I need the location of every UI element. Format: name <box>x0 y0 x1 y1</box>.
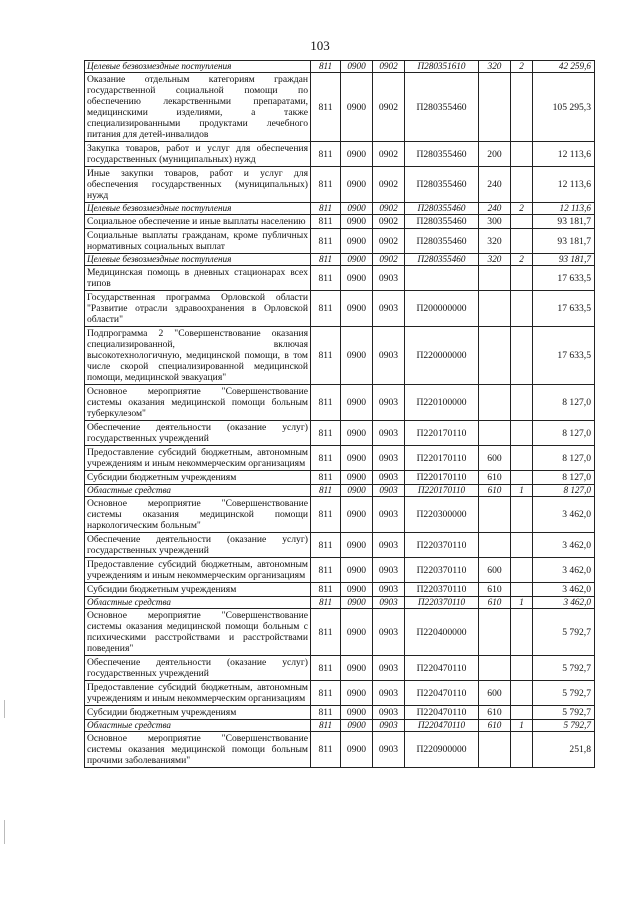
cell-name: Закупка товаров, работ и услуг для обеспечения государственных (муниципальных) нужд <box>85 142 311 167</box>
cell-ved: 811 <box>311 327 341 385</box>
cell-vr <box>479 732 511 768</box>
table-row <box>85 291 595 327</box>
table-row <box>85 215 595 229</box>
cell-source <box>511 706 533 720</box>
cell-vr <box>479 533 511 558</box>
table-row <box>85 656 595 681</box>
table-row <box>85 385 595 421</box>
cell-pr: 0903 <box>373 471 405 485</box>
table-row <box>85 497 595 533</box>
table-row <box>85 229 595 254</box>
cell-csr: П280355460 <box>405 73 479 142</box>
cell-rz: 0900 <box>341 203 373 215</box>
cell-ved: 811 <box>311 732 341 768</box>
table-row <box>85 681 595 706</box>
cell-ved: 811 <box>311 485 341 497</box>
cell-ved: 811 <box>311 471 341 485</box>
cell-source <box>511 656 533 681</box>
cell-rz: 0900 <box>341 597 373 609</box>
cell-rz: 0900 <box>341 254 373 266</box>
cell-csr: П220400000 <box>405 609 479 656</box>
cell-csr: П220470110 <box>405 681 479 706</box>
cell-name: Целевые безвозмездные поступления <box>85 203 311 215</box>
cell-name: Иные закупки товаров, работ и услуг для обеспечения государственных (муниципальных) нужд <box>85 167 311 203</box>
cell-name: Обеспечение деятельности (оказание услуг) государственных учреждений <box>85 533 311 558</box>
cell-vr: 610 <box>479 706 511 720</box>
cell-vr: 600 <box>479 681 511 706</box>
cell-sum: 3 462,0 <box>533 558 595 583</box>
cell-ved: 811 <box>311 229 341 254</box>
cell-ved: 811 <box>311 609 341 656</box>
cell-csr <box>405 266 479 291</box>
cell-rz: 0900 <box>341 706 373 720</box>
table-row <box>85 327 595 385</box>
cell-sum: 5 792,7 <box>533 609 595 656</box>
cell-rz: 0900 <box>341 558 373 583</box>
cell-source: 1 <box>511 597 533 609</box>
cell-sum: 12 113,6 <box>533 142 595 167</box>
cell-ved: 811 <box>311 706 341 720</box>
cell-vr: 610 <box>479 720 511 732</box>
scan-edge-mark <box>4 700 5 718</box>
cell-pr: 0902 <box>373 73 405 142</box>
cell-vr <box>479 497 511 533</box>
cell-vr: 240 <box>479 203 511 215</box>
cell-vr: 300 <box>479 215 511 229</box>
cell-rz: 0900 <box>341 446 373 471</box>
cell-csr: П280355460 <box>405 215 479 229</box>
cell-name: Медицинская помощь в дневных стационарах всех типов <box>85 266 311 291</box>
cell-source <box>511 583 533 597</box>
cell-csr: П220170110 <box>405 421 479 446</box>
cell-pr: 0903 <box>373 597 405 609</box>
cell-name: Социальное обеспечение и иные выплаты населению <box>85 215 311 229</box>
cell-ved: 811 <box>311 597 341 609</box>
cell-pr: 0903 <box>373 706 405 720</box>
cell-ved: 811 <box>311 558 341 583</box>
cell-source: 2 <box>511 254 533 266</box>
cell-ved: 811 <box>311 142 341 167</box>
cell-csr: П220370110 <box>405 558 479 583</box>
cell-sum: 105 295,3 <box>533 73 595 142</box>
cell-source <box>511 681 533 706</box>
cell-sum: 93 181,7 <box>533 215 595 229</box>
cell-ved: 811 <box>311 421 341 446</box>
cell-csr: П220470110 <box>405 720 479 732</box>
cell-name: Субсидии бюджетным учреждениям <box>85 471 311 485</box>
cell-csr: П220370110 <box>405 533 479 558</box>
table-row <box>85 558 595 583</box>
cell-rz: 0900 <box>341 609 373 656</box>
cell-rz: 0900 <box>341 471 373 485</box>
cell-vr: 240 <box>479 167 511 203</box>
cell-pr: 0902 <box>373 215 405 229</box>
cell-pr: 0903 <box>373 656 405 681</box>
cell-sum: 3 462,0 <box>533 497 595 533</box>
table-row <box>85 61 595 73</box>
cell-pr: 0903 <box>373 583 405 597</box>
cell-vr: 200 <box>479 142 511 167</box>
budget-table <box>84 60 595 768</box>
cell-sum: 12 113,6 <box>533 167 595 203</box>
cell-vr: 610 <box>479 597 511 609</box>
table-row <box>85 73 595 142</box>
cell-source <box>511 558 533 583</box>
cell-name: Подпрограмма 2 "Совершенствование оказания специализированной, включая высокотехнологичную, медицинской помощи, в том числе скорой специализированной медицинской помощи, медицинской эвакуация" <box>85 327 311 385</box>
table-row <box>85 167 595 203</box>
cell-ved: 811 <box>311 446 341 471</box>
cell-pr: 0902 <box>373 142 405 167</box>
cell-sum: 3 462,0 <box>533 533 595 558</box>
table-row <box>85 266 595 291</box>
table-row <box>85 720 595 732</box>
cell-vr: 320 <box>479 229 511 254</box>
table-row <box>85 142 595 167</box>
cell-sum: 5 792,7 <box>533 720 595 732</box>
cell-source <box>511 497 533 533</box>
cell-sum: 5 792,7 <box>533 706 595 720</box>
cell-csr: П220170110 <box>405 446 479 471</box>
cell-rz: 0900 <box>341 421 373 446</box>
table-row <box>85 533 595 558</box>
cell-csr: П200000000 <box>405 291 479 327</box>
cell-ved: 811 <box>311 497 341 533</box>
cell-pr: 0903 <box>373 558 405 583</box>
cell-pr: 0903 <box>373 266 405 291</box>
cell-name: Целевые безвозмездные поступления <box>85 254 311 266</box>
cell-ved: 811 <box>311 681 341 706</box>
cell-vr <box>479 73 511 142</box>
cell-pr: 0902 <box>373 254 405 266</box>
table-row <box>85 583 595 597</box>
cell-source <box>511 291 533 327</box>
cell-source: 2 <box>511 203 533 215</box>
cell-source <box>511 215 533 229</box>
cell-ved: 811 <box>311 61 341 73</box>
table-row <box>85 421 595 446</box>
cell-ved: 811 <box>311 291 341 327</box>
cell-pr: 0903 <box>373 720 405 732</box>
cell-pr: 0903 <box>373 485 405 497</box>
cell-pr: 0903 <box>373 497 405 533</box>
cell-pr: 0902 <box>373 229 405 254</box>
cell-source <box>511 266 533 291</box>
cell-rz: 0900 <box>341 533 373 558</box>
cell-ved: 811 <box>311 720 341 732</box>
cell-csr: П280355460 <box>405 254 479 266</box>
cell-csr: П220370110 <box>405 597 479 609</box>
cell-vr <box>479 656 511 681</box>
table-body <box>85 61 595 768</box>
cell-rz: 0900 <box>341 485 373 497</box>
cell-sum: 8 127,0 <box>533 471 595 485</box>
cell-ved: 811 <box>311 385 341 421</box>
cell-rz: 0900 <box>341 497 373 533</box>
cell-pr: 0903 <box>373 385 405 421</box>
cell-ved: 811 <box>311 215 341 229</box>
cell-source: 1 <box>511 485 533 497</box>
cell-sum: 3 462,0 <box>533 597 595 609</box>
cell-name: Основное мероприятие "Совершенствование системы оказания медицинской помощи больным туберкулезом" <box>85 385 311 421</box>
cell-rz: 0900 <box>341 167 373 203</box>
cell-name: Предоставление субсидий бюджетным, автономным учреждениям и иным некоммерческим организациям <box>85 681 311 706</box>
table-row <box>85 609 595 656</box>
cell-ved: 811 <box>311 266 341 291</box>
cell-name: Основное мероприятие "Совершенствование системы оказания медицинской помощи больным с психическими расстройствами и расстройствами поведения" <box>85 609 311 656</box>
cell-vr: 610 <box>479 583 511 597</box>
cell-sum: 17 633,5 <box>533 327 595 385</box>
cell-rz: 0900 <box>341 583 373 597</box>
cell-sum: 93 181,7 <box>533 254 595 266</box>
cell-rz: 0900 <box>341 61 373 73</box>
cell-vr <box>479 421 511 446</box>
cell-pr: 0903 <box>373 446 405 471</box>
cell-name: Областные средства <box>85 485 311 497</box>
cell-ved: 811 <box>311 583 341 597</box>
cell-name: Субсидии бюджетным учреждениям <box>85 583 311 597</box>
cell-name: Обеспечение деятельности (оказание услуг) государственных учреждений <box>85 421 311 446</box>
table-row <box>85 597 595 609</box>
cell-rz: 0900 <box>341 720 373 732</box>
table-row <box>85 254 595 266</box>
cell-name: Субсидии бюджетным учреждениям <box>85 706 311 720</box>
cell-sum: 93 181,7 <box>533 229 595 254</box>
cell-source <box>511 142 533 167</box>
cell-vr: 320 <box>479 61 511 73</box>
cell-source <box>511 533 533 558</box>
cell-sum: 251,8 <box>533 732 595 768</box>
cell-source <box>511 167 533 203</box>
cell-ved: 811 <box>311 656 341 681</box>
cell-sum: 5 792,7 <box>533 681 595 706</box>
cell-vr <box>479 266 511 291</box>
cell-source: 1 <box>511 720 533 732</box>
cell-csr: П220370110 <box>405 583 479 597</box>
cell-name: Областные средства <box>85 720 311 732</box>
cell-pr: 0903 <box>373 327 405 385</box>
table-row <box>85 446 595 471</box>
cell-sum: 17 633,5 <box>533 291 595 327</box>
cell-csr: П280351610 <box>405 61 479 73</box>
cell-source <box>511 421 533 446</box>
cell-csr: П220100000 <box>405 385 479 421</box>
cell-ved: 811 <box>311 533 341 558</box>
cell-pr: 0902 <box>373 61 405 73</box>
cell-sum: 8 127,0 <box>533 446 595 471</box>
cell-rz: 0900 <box>341 385 373 421</box>
cell-rz: 0900 <box>341 229 373 254</box>
cell-csr: П280355460 <box>405 167 479 203</box>
cell-source <box>511 229 533 254</box>
cell-name: Предоставление субсидий бюджетным, автономным учреждениям и иным некоммерческим организациям <box>85 558 311 583</box>
cell-name: Обеспечение деятельности (оказание услуг) государственных учреждений <box>85 656 311 681</box>
cell-ved: 811 <box>311 203 341 215</box>
table-row <box>85 203 595 215</box>
cell-sum: 17 633,5 <box>533 266 595 291</box>
cell-name: Целевые безвозмездные поступления <box>85 61 311 73</box>
cell-name: Предоставление субсидий бюджетным, автономным учреждениям и иным некоммерческим организациям <box>85 446 311 471</box>
cell-name: Основное мероприятие "Совершенствование системы оказания медицинской помощи больным прочими заболеваниями" <box>85 732 311 768</box>
cell-vr: 320 <box>479 254 511 266</box>
cell-ved: 811 <box>311 167 341 203</box>
cell-vr <box>479 327 511 385</box>
cell-vr <box>479 385 511 421</box>
cell-rz: 0900 <box>341 656 373 681</box>
cell-source <box>511 73 533 142</box>
cell-csr: П220300000 <box>405 497 479 533</box>
cell-pr: 0903 <box>373 291 405 327</box>
cell-pr: 0903 <box>373 681 405 706</box>
cell-rz: 0900 <box>341 327 373 385</box>
cell-sum: 5 792,7 <box>533 656 595 681</box>
cell-csr: П280355460 <box>405 229 479 254</box>
cell-pr: 0903 <box>373 421 405 446</box>
cell-csr: П220170110 <box>405 485 479 497</box>
cell-rz: 0900 <box>341 681 373 706</box>
cell-name: Государственная программа Орловской области "Развитие отрасли здравоохранения в Орловской области" <box>85 291 311 327</box>
table-row <box>85 706 595 720</box>
cell-vr <box>479 291 511 327</box>
cell-pr: 0903 <box>373 609 405 656</box>
cell-ved: 811 <box>311 254 341 266</box>
cell-source <box>511 609 533 656</box>
cell-name: Оказание отдельным категориям граждан государственной социальной помощи по обеспечению лекарственными препаратами, медицинскими изделиями, а также специализированными продуктами лечебного питания для детей-инвалидов <box>85 73 311 142</box>
cell-source <box>511 446 533 471</box>
cell-sum: 8 127,0 <box>533 421 595 446</box>
cell-csr: П220470110 <box>405 706 479 720</box>
cell-pr: 0903 <box>373 533 405 558</box>
cell-csr: П220900000 <box>405 732 479 768</box>
cell-name: Областные средства <box>85 597 311 609</box>
cell-sum: 12 113,6 <box>533 203 595 215</box>
page-number: 103 <box>310 38 330 53</box>
cell-csr: П220470110 <box>405 656 479 681</box>
cell-pr: 0903 <box>373 732 405 768</box>
cell-csr: П220000000 <box>405 327 479 385</box>
cell-ved: 811 <box>311 73 341 142</box>
cell-name: Социальные выплаты гражданам, кроме публичных нормативных социальных выплат <box>85 229 311 254</box>
cell-rz: 0900 <box>341 732 373 768</box>
cell-source: 2 <box>511 61 533 73</box>
cell-pr: 0902 <box>373 167 405 203</box>
cell-vr <box>479 609 511 656</box>
cell-source <box>511 385 533 421</box>
table-row <box>85 732 595 768</box>
cell-rz: 0900 <box>341 73 373 142</box>
cell-rz: 0900 <box>341 266 373 291</box>
cell-csr: П220170110 <box>405 471 479 485</box>
cell-vr: 610 <box>479 471 511 485</box>
cell-source <box>511 471 533 485</box>
cell-source <box>511 327 533 385</box>
cell-vr: 600 <box>479 558 511 583</box>
cell-sum: 42 259,6 <box>533 61 595 73</box>
cell-name: Основное мероприятие "Совершенствование системы оказания медицинской помощи наркологическим больным" <box>85 497 311 533</box>
cell-sum: 3 462,0 <box>533 583 595 597</box>
cell-vr: 610 <box>479 485 511 497</box>
table-row <box>85 485 595 497</box>
cell-pr: 0902 <box>373 203 405 215</box>
cell-vr: 600 <box>479 446 511 471</box>
cell-csr: П280355460 <box>405 142 479 167</box>
table-row <box>85 471 595 485</box>
cell-source <box>511 732 533 768</box>
cell-sum: 8 127,0 <box>533 485 595 497</box>
cell-rz: 0900 <box>341 291 373 327</box>
cell-sum: 8 127,0 <box>533 385 595 421</box>
scan-edge-mark <box>4 820 5 844</box>
cell-csr: П280355460 <box>405 203 479 215</box>
cell-rz: 0900 <box>341 142 373 167</box>
cell-rz: 0900 <box>341 215 373 229</box>
